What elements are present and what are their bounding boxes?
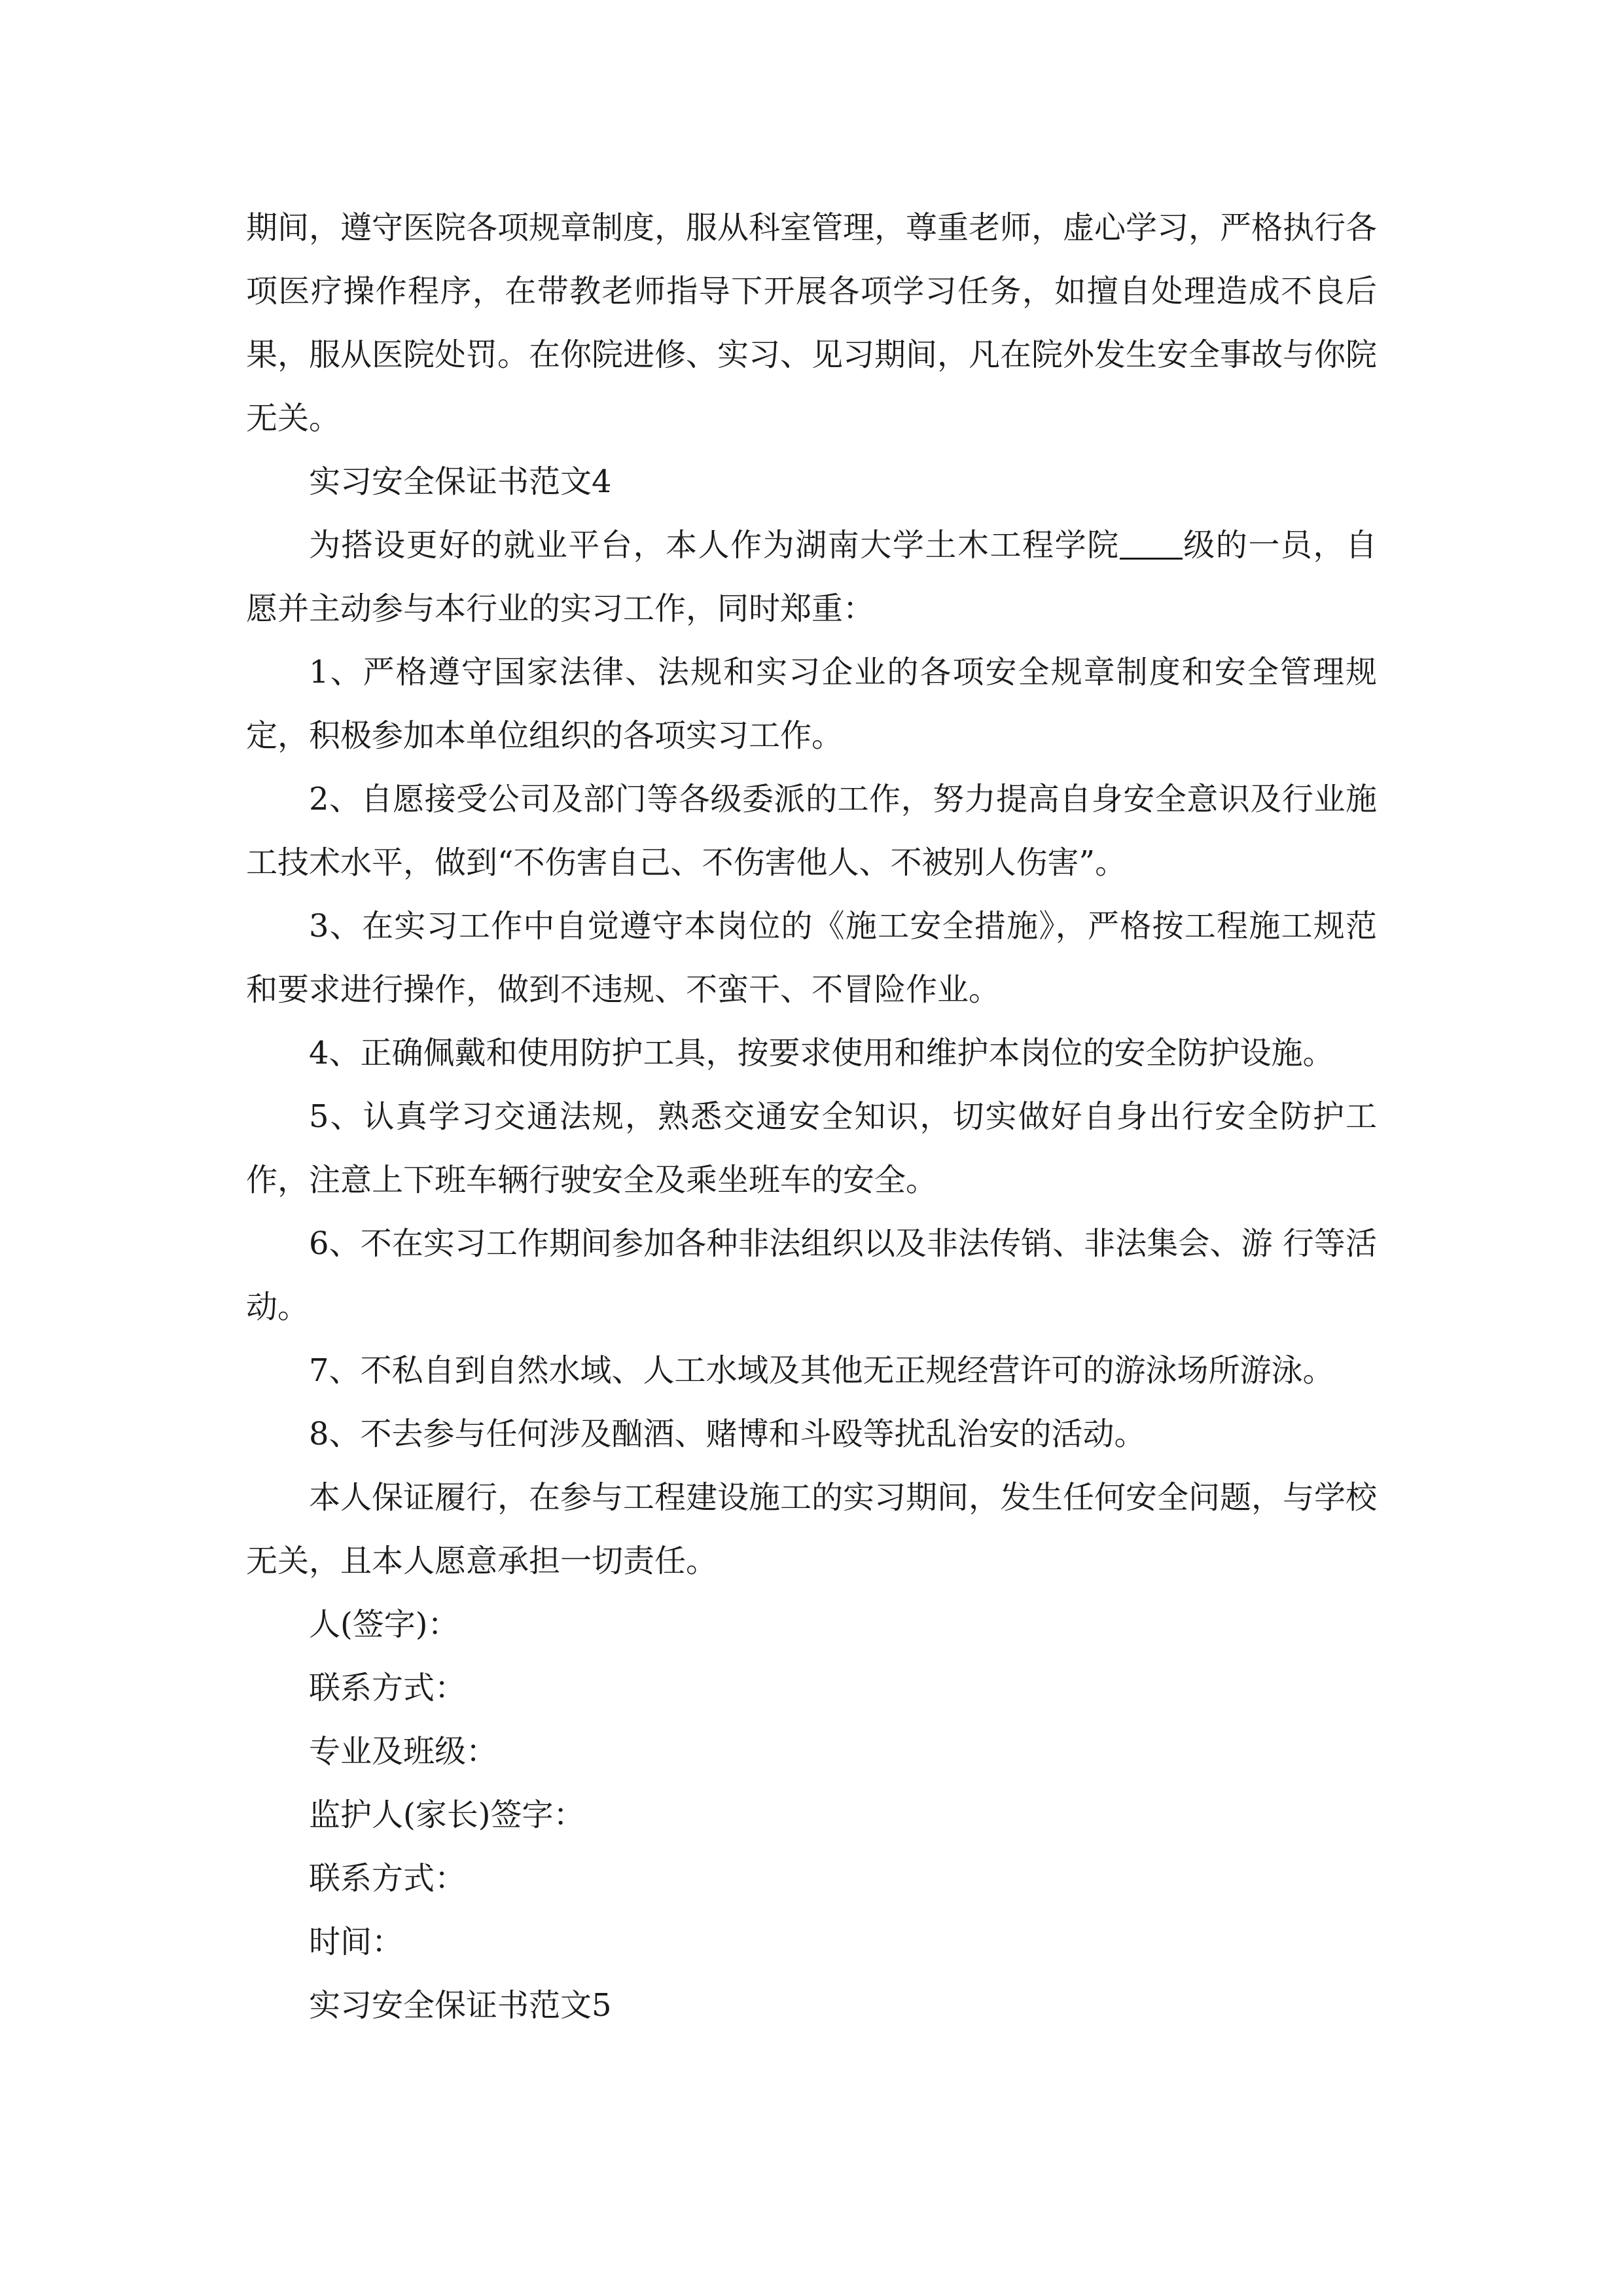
document-page (246, 196, 1377, 2037)
date-field: 时间： (309, 1924, 404, 1960)
continuation-paragraph: 期间，遵守医院各项规章制度，服从科室管理，尊重老师，虚心学习，严格执行各项医疗操作程序，在带教老师指导下开展各项学习任务，如擅自处理造成不良后果，服从医院处罚。在你院进修、实习、见习期间，凡在院外发生安全事故与你院无关。 (246, 209, 1378, 437)
pledge-item-8: 8、不去参与任何涉及酗酒、赌博和斗殴等扰乱治安的活动。 (309, 1416, 1146, 1452)
pledge-item-5: 5、认真学习交通法规，熟悉交通安全知识，切实做好自身出行安全防护工作，注意上下班车辆行驶安全及乘坐班车的安全。 (246, 1098, 1377, 1198)
pledge-item-2: 2、自愿接受公司及部门等各级委派的工作，努力提高自身安全意识及行业施工技术水平，做到“不伤害自己、不伤害他人、不被别人伤害”。 (246, 781, 1377, 881)
signature-field: 人(签字)： (309, 1606, 459, 1643)
closing-paragraph: 本人保证履行，在参与工程建设施工的实习期间，发生任何安全问题，与学校无关，且本人愿意承担一切责任。 (246, 1479, 1378, 1579)
intro-text-part-1: 为搭设更好的就业平台，本人作为湖南大学土木工程学院 (309, 527, 1120, 564)
guardian-contact-field: 联系方式： (309, 1860, 467, 1897)
pledge-item-7: 7、不私自到自然水域、人工水域及其他无正规经营许可的游泳场所游泳。 (309, 1352, 1334, 1389)
contact-field: 联系方式： (309, 1670, 467, 1706)
guardian-signature-field: 监护人(家长)签字： (309, 1797, 585, 1833)
blank-underline (1120, 531, 1183, 560)
pledge-item-1: 1、严格遵守国家法律、法规和实习企业的各项安全规章制度和安全管理规定，积极参加本单位组织的各项实习工作。 (246, 654, 1377, 754)
section-4-title: 实习安全保证书范文4 (309, 463, 612, 500)
intro-paragraph (246, 514, 1377, 641)
section-5-title: 实习安全保证书范文5 (309, 1987, 612, 2024)
major-class-field: 专业及班级： (309, 1733, 498, 1770)
pledge-item-3: 3、在实习工作中自觉遵守本岗位的《施工安全措施》，严格按工程施工规范和要求进行操作，做到不违规、不蛮干、不冒险作业。 (246, 908, 1377, 1008)
pledge-item-4: 4、正确佩戴和使用防护工具，按要求使用和维护本岗位的安全防护设施。 (309, 1035, 1334, 1071)
pledge-item-6: 6、不在实习工作期间参加各种非法组织以及非法传销、非法集会、游 行等活动。 (246, 1225, 1377, 1325)
intro-text-part-2: 级的一员，自愿并主动参与本行业的实习工作，同时郑重： (246, 527, 1377, 627)
